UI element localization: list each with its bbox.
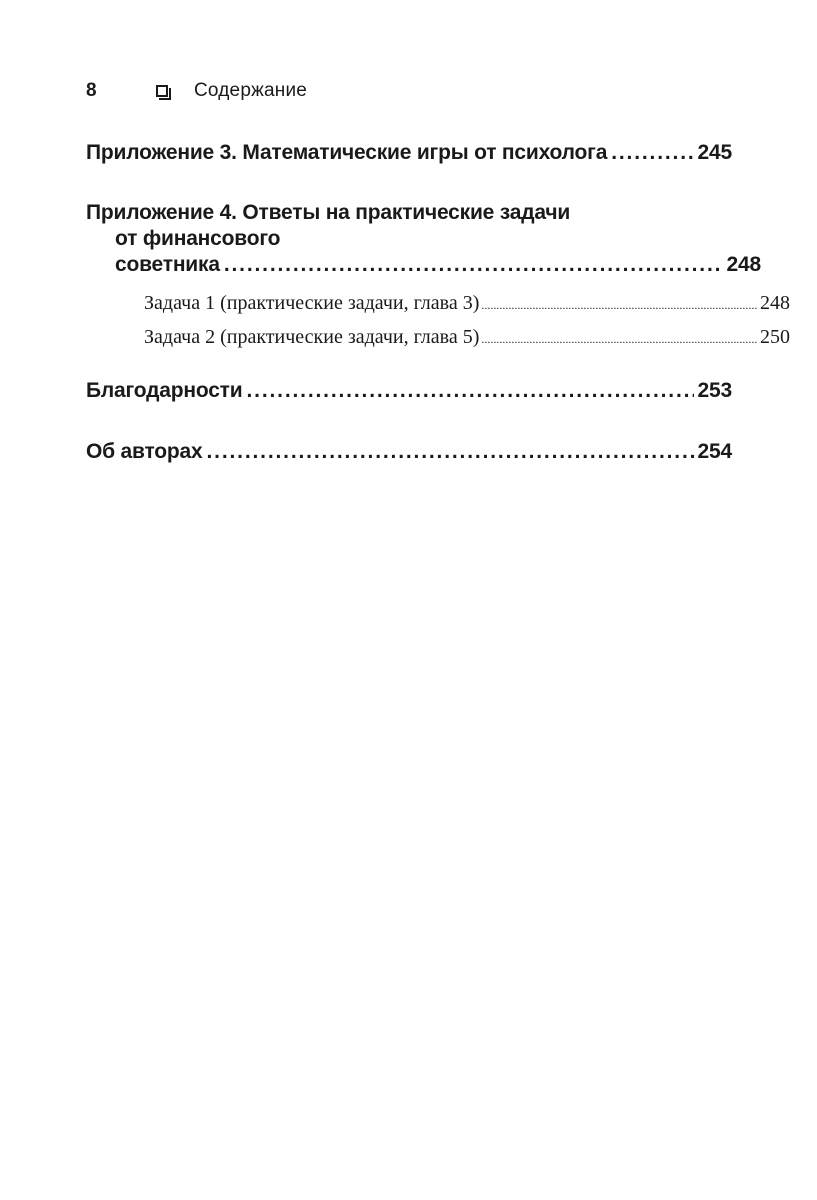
toc-entry-page: 254	[697, 440, 732, 463]
toc-entry-title-line-1: Приложение 4. Ответы на практические задачи	[86, 201, 571, 224]
toc-entry-title: Приложение 3. Математические игры от психолога	[86, 141, 608, 164]
dot-leader	[224, 252, 723, 278]
running-header	[86, 78, 307, 104]
checkbox-square-icon	[156, 85, 168, 97]
toc-entry-appendix-4[interactable]	[86, 200, 761, 278]
toc-entry-appendix-3[interactable]	[86, 140, 732, 166]
dot-leader	[206, 439, 693, 465]
toc-entry-acknowledgements[interactable]	[86, 378, 732, 404]
toc-entry-page: 245	[697, 141, 732, 164]
toc-subentry-page: 248	[760, 292, 790, 314]
section-title: Содержание	[194, 80, 308, 101]
toc-subentry-task-1[interactable]	[86, 286, 790, 322]
toc-entry-authors[interactable]	[86, 439, 732, 465]
dot-leader	[481, 286, 758, 322]
toc-entry-page: 253	[697, 379, 732, 402]
toc-entry-title-line-3: советника	[115, 253, 220, 276]
page-number: 8	[86, 80, 97, 101]
dot-leader	[611, 140, 693, 166]
toc-entry-page: 248	[726, 253, 761, 276]
toc-entry-title: Об авторах	[86, 440, 203, 463]
toc-entry-title: Благодарности	[86, 379, 243, 402]
toc-subentry-page: 250	[760, 326, 790, 348]
toc-subentry-title: Задача 2 (практические задачи, глава 5)	[144, 326, 480, 348]
dot-leader	[246, 378, 693, 404]
dot-leader	[481, 320, 758, 356]
toc-subentry-task-2[interactable]	[86, 320, 790, 356]
toc-subentry-title: Задача 1 (практические задачи, глава 3)	[144, 292, 480, 314]
toc-entry-title-line-2: от финансового	[115, 227, 281, 250]
